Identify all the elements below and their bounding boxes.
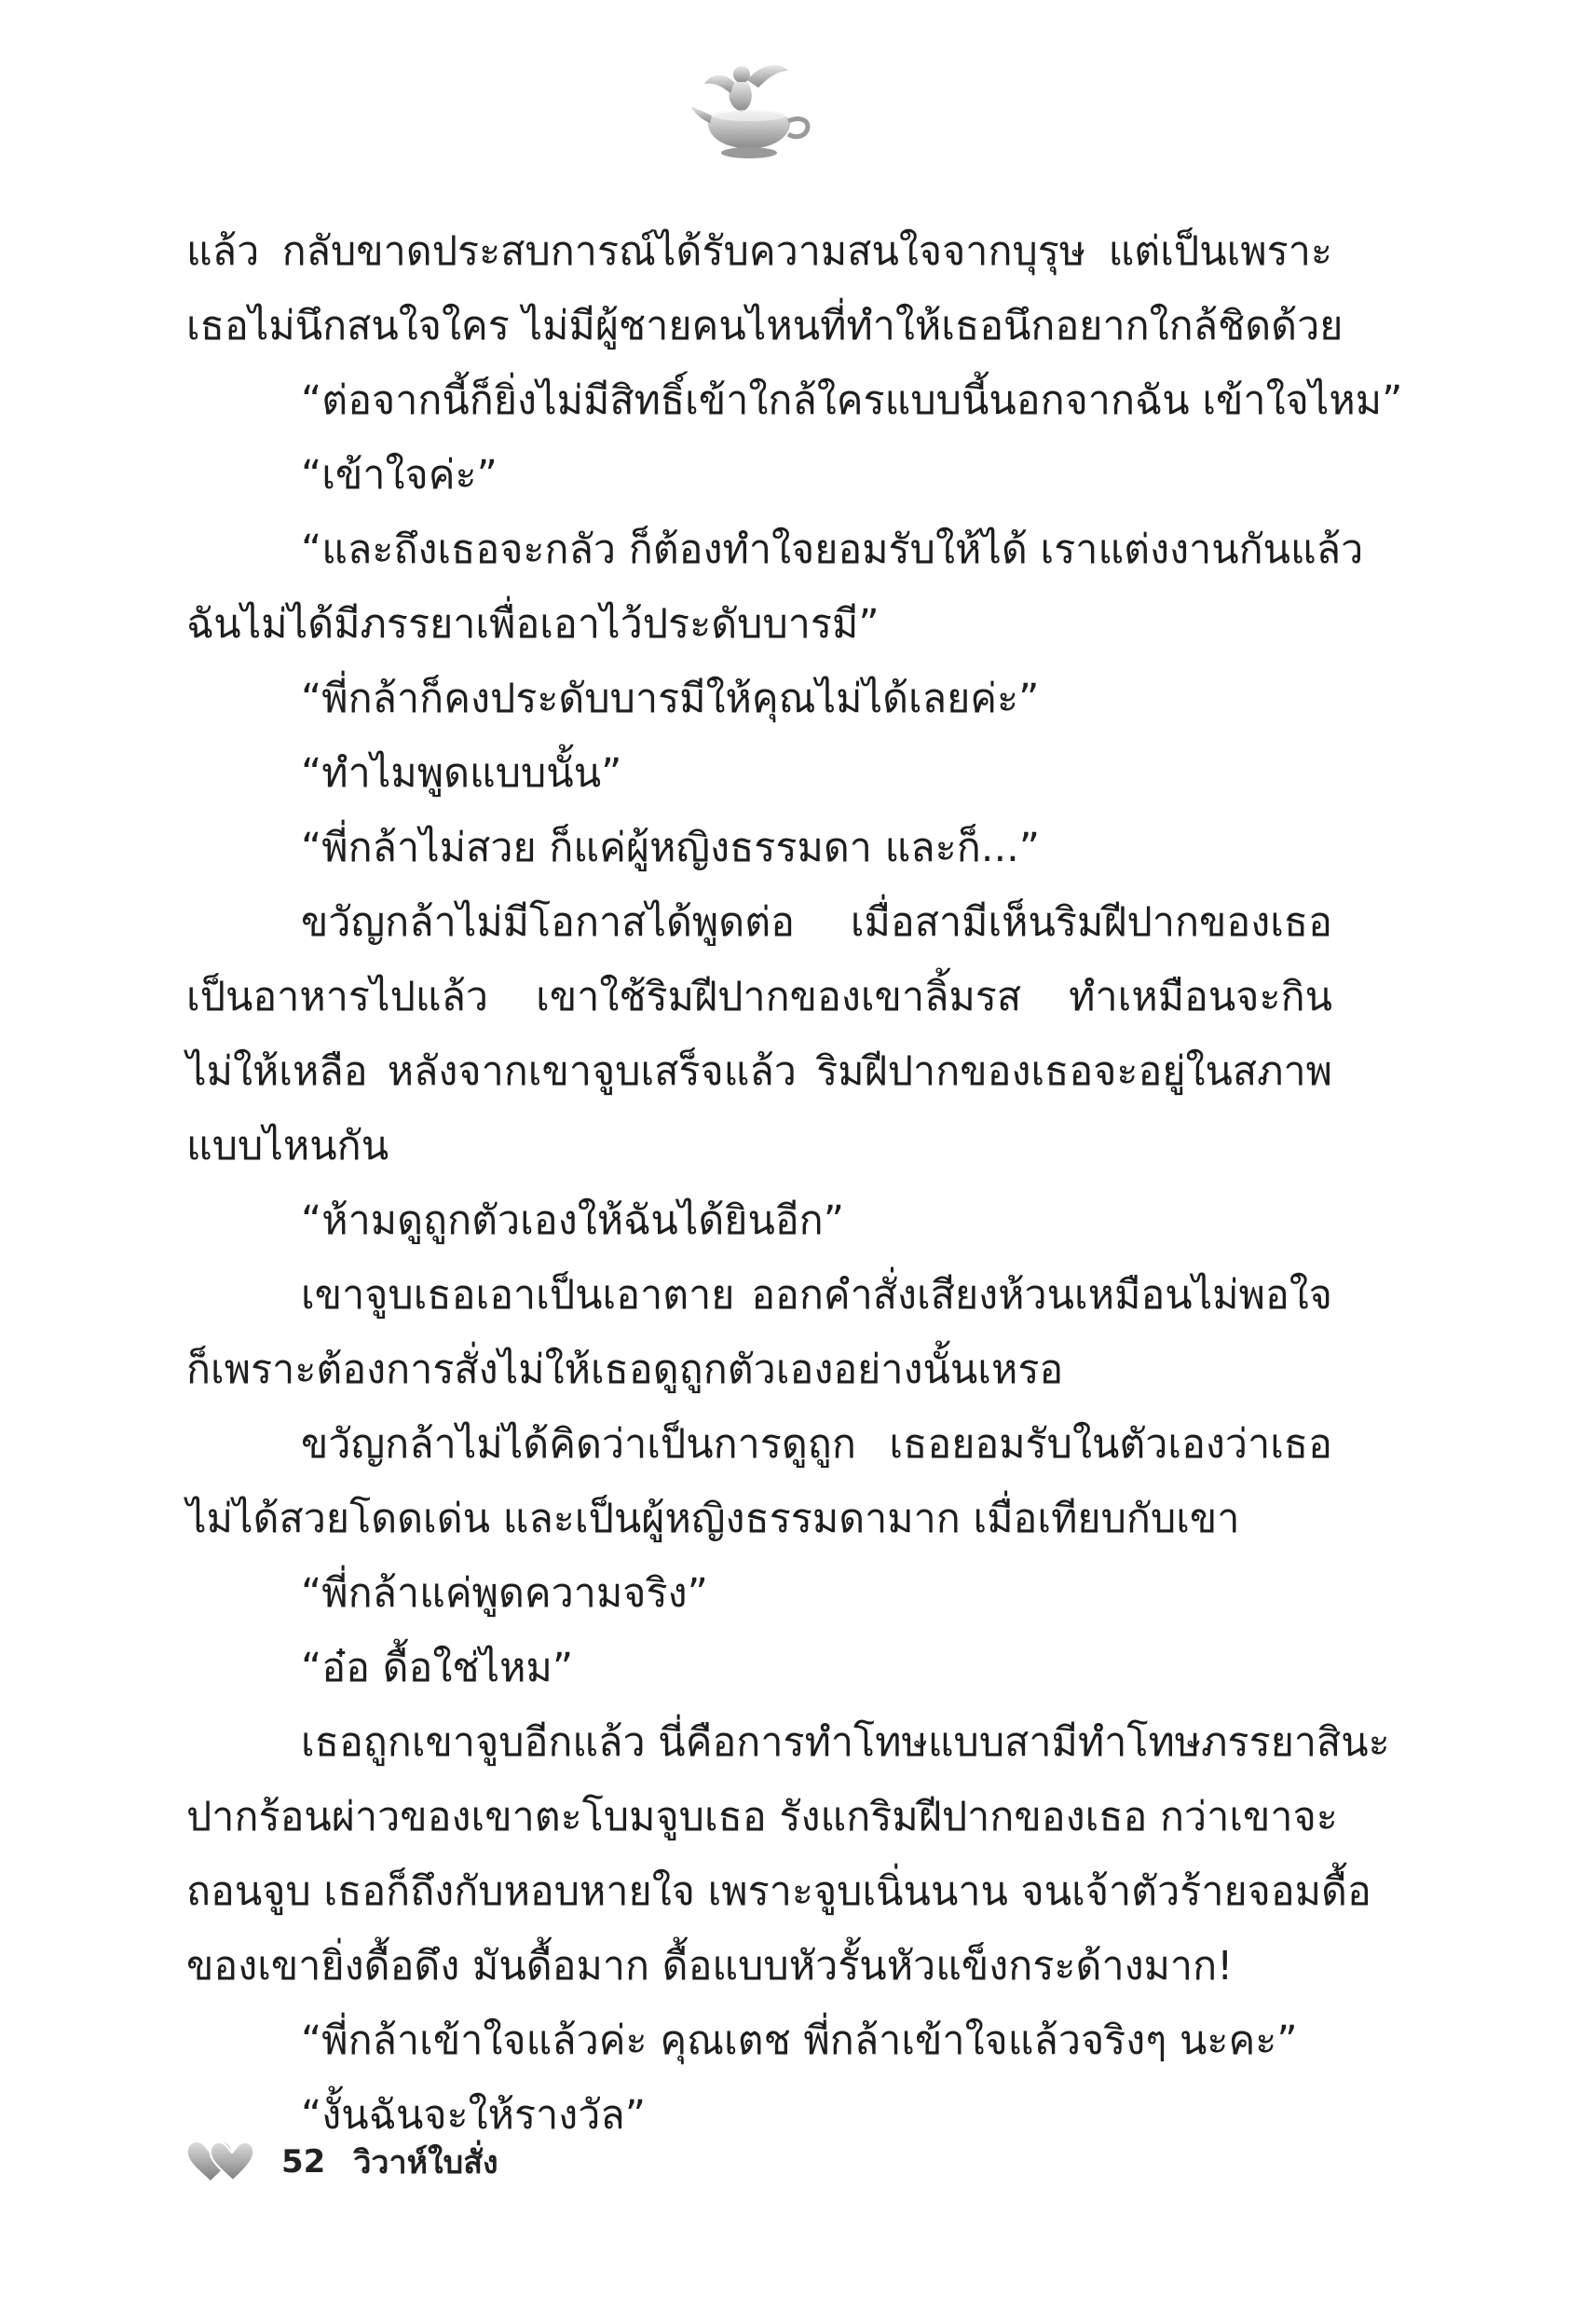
dialogue-line: “และถึงเธอจะกลัว ก็ต้องทำใจยอมรับให้ได้ เราแต่งงานกันแล้ว bbox=[301, 526, 1364, 573]
dialogue-line: “ห้ามดูถูกตัวเองให้ฉันได้ยินอีก” bbox=[301, 1197, 844, 1244]
double-heart-icon bbox=[186, 2134, 261, 2190]
paragraph-line: ก็เพราะต้องการสั่งไม่ให้เธอดูถูกตัวเองอย่างนั้นเหรอ bbox=[186, 1347, 1064, 1393]
paragraph-line: เป็นอาหารไปแล้ว เขาใช้ริมฝีปากของเขาลิ้มรส ทำเหมือนจะกิน bbox=[186, 974, 1332, 1020]
dialogue-line: “พี่กล้าแค่พูดความจริง” bbox=[301, 1570, 708, 1617]
dialogue-line: “ทำไมพูดแบบนั้น” bbox=[301, 750, 622, 797]
dialogue-line: “อ๋อ ดื้อใช่ไหม” bbox=[301, 1645, 574, 1691]
paragraph-line: ถอนจูบ เธอก็ถึงกับหอบหายใจ เพราะจูบเนิ่นนาน จนเจ้าตัวร้ายจอมดื้อ bbox=[186, 1868, 1371, 1915]
dialogue-line: “ต่อจากนี้ก็ยิ่งไม่มีสิทธิ์เข้าใกล้ใครแบบนี้นอกจากฉัน เข้าใจไหม” bbox=[301, 377, 1403, 424]
page-footer bbox=[186, 2134, 498, 2190]
dialogue-line: “พี่กล้าก็คงประดับบารมีให้คุณไม่ได้เลยค่ะ” bbox=[301, 676, 1040, 722]
body-text bbox=[186, 214, 1403, 2153]
dialogue-line: “พี่กล้าเข้าใจแล้วค่ะ คุณเตช พี่กล้าเข้าใจแล้วจริงๆ นะคะ” bbox=[301, 2017, 1298, 2064]
paragraph-line: ปากร้อนผ่าวของเขาตะโบมจูบเธอ รังแกริมฝีปากของเธอ กว่าเขาจะ bbox=[186, 1794, 1338, 1840]
paragraph-line: ของเขายิ่งดื้อดึง มันดื้อมาก ดื้อแบบหัวรั้นหัวแข็งกระด้างมาก! bbox=[186, 1943, 1234, 1990]
paragraph-line: เธอถูกเขาจูบอีกแล้ว นี่คือการทำโทษแบบสามีทำโทษภรรยาสินะ bbox=[301, 1719, 1390, 1766]
book-title: วิวาห์ใบสั่ง bbox=[353, 2144, 498, 2181]
paragraph-line: แบบไหนกัน bbox=[186, 1123, 389, 1169]
cupid-teapot-ornament-icon bbox=[688, 54, 818, 166]
paragraph-line: ขวัญกล้าไม่มีโอกาสได้พูดต่อ เมื่อสามีเห็นริมฝีปากของเธอ bbox=[301, 899, 1332, 946]
paragraph-line: ไม่ได้สวยโดดเด่น และเป็นผู้หญิงธรรมดามาก เมื่อเทียบกับเขา bbox=[186, 1496, 1240, 1542]
dialogue-line: “พี่กล้าไม่สวย ก็แค่ผู้หญิงธรรมดา และก็...” bbox=[301, 825, 1041, 871]
paragraph-line: เธอไม่นึกสนใจใคร ไม่มีผู้ชายคนไหนที่ทำให้เธอนึกอยากใกล้ชิดด้วย bbox=[186, 303, 1344, 349]
paragraph-line: ขวัญกล้าไม่ได้คิดว่าเป็นการดูถูก เธอยอมรับในตัวเองว่าเธอ bbox=[301, 1421, 1332, 1468]
paragraph-line: เขาจูบเธอเอาเป็นเอาตาย ออกคำสั่งเสียงห้วนเหมือนไม่พอใจ bbox=[301, 1272, 1332, 1319]
paragraph-line: ฉันไม่ได้มีภรรยาเพื่อเอาไว้ประดับบารมี” bbox=[186, 601, 880, 648]
dialogue-line: “เข้าใจค่ะ” bbox=[301, 452, 498, 499]
paragraph-line: แล้ว กลับขาดประสบการณ์ได้รับความสนใจจากบุรุษ แต่เป็นเพราะ bbox=[186, 228, 1332, 275]
page-number: 52 bbox=[281, 2143, 326, 2181]
dialogue-line: “งั้นฉันจะให้รางวัล” bbox=[301, 2092, 646, 2139]
paragraph-line: ไม่ให้เหลือ หลังจากเขาจูบเสร็จแล้ว ริมฝีปากของเธอจะอยู่ในสภาพ bbox=[186, 1048, 1332, 1095]
